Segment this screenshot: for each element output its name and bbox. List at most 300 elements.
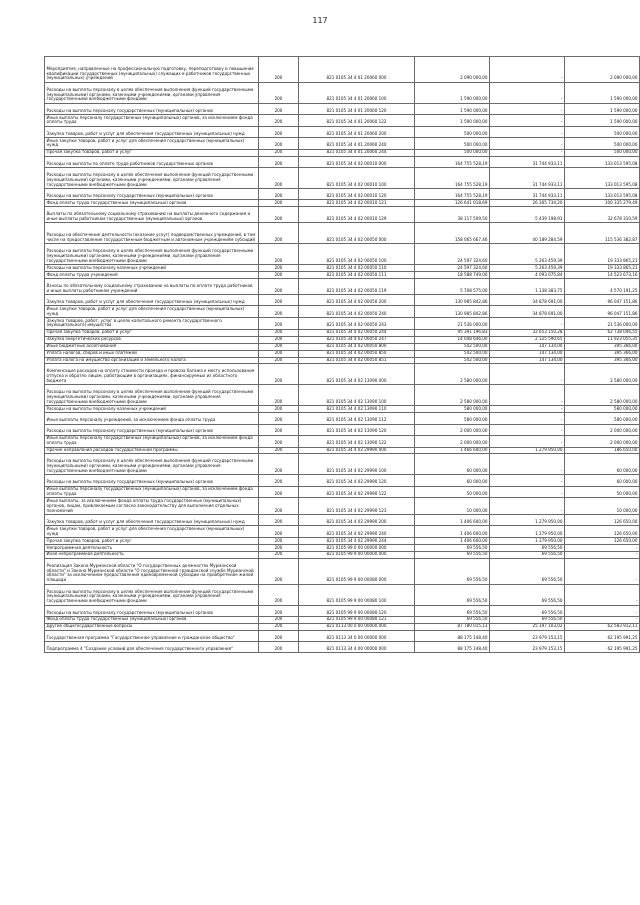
row-unexecuted-cell: 60 000,00 (565, 475, 640, 486)
row-budget-code-cell: 821 0105 34 4 01 20060 100 (299, 82, 415, 103)
table-row (45, 447, 640, 454)
table-row (45, 558, 640, 584)
row-unexecuted-cell: - (565, 558, 640, 584)
row-name-cell: Реализация Закона Мурманской области "О государственных должностях Мурманской области" и Закона Мурманской области "О государственной гражданской службе Мурманской области" за исключением предоставления единовременной субсидии на приобретение жилой площади (45, 558, 259, 584)
row-name-cell: Мероприятия, направленные на профессиональную подготовку, переподготовку и повышение квалификации государственных (муниципальных) служащих и работников государственных (муниципальных) учреждений (45, 57, 259, 83)
row-approved-cell: 130 985 842,86 (415, 306, 490, 318)
row-executed-cell: 34 878 691,00 (490, 306, 565, 318)
table-row (45, 630, 640, 641)
row-approved-cell: 1 406 600,00 (415, 538, 490, 545)
row-executed-cell: 31 744 933,11 (490, 156, 565, 167)
row-budget-code-cell: 821 0105 34 4 02 29990 120 (299, 475, 415, 486)
row-executed-cell: - (490, 498, 565, 515)
row-approved-cell: 158 065 667,46 (415, 223, 490, 244)
row-approved-cell: 580 000,00 (415, 413, 490, 424)
row-name-cell: Закупка товаров, работ и услуг для обеспечения государственных (муниципальных) нужд (45, 295, 259, 306)
row-approved-cell: 38 117 509,50 (415, 207, 490, 223)
row-name-cell: Выплаты по обязательному социальному страхованию на выплаты денежного содержания и иные выплаты работникам государственных (муниципальных) органов (45, 207, 259, 223)
row-unexecuted-cell: 62 583 912,11 (565, 623, 640, 630)
table-row (45, 486, 640, 498)
row-code-cell: 200 (259, 551, 299, 558)
row-budget-code-cell: 821 0105 34 4 02 29990 244 (299, 538, 415, 545)
row-name-cell: Расходы на выплаты персоналу в целях обеспечения выполнения функций государственными (муниципальными) органами, казенными учреждениями, органами управления государственными внебюджетными фондами (45, 584, 259, 605)
row-unexecuted-cell: 1 590 000,00 (565, 82, 640, 103)
row-name-cell: Прочая закупка товаров, работ и услуг (45, 538, 259, 545)
row-budget-code-cell: 821 0105 34 4 02 00050 850 (299, 350, 415, 357)
table-row (45, 357, 640, 364)
row-executed-cell: - (490, 475, 565, 486)
table-row (45, 272, 640, 279)
row-name-cell: Иные выплаты персоналу государственных (муниципальных) органов, за исключением фонда оплаты труда (45, 435, 259, 447)
row-budget-code-cell: 821 0105 99 9 00 00080 121 (299, 616, 415, 623)
row-name-cell: Расходы на выплаты персоналу казенных учреждений (45, 265, 259, 272)
row-budget-code-cell: 821 0105 34 4 01 20060 000 (299, 57, 415, 83)
row-approved-cell: 2 000 000,00 (415, 435, 490, 447)
table-row (45, 188, 640, 199)
row-name-cell: Подпрограмма 4 "Создание условий для обеспечения государственного управления" (45, 641, 259, 652)
row-budget-code-cell: 821 0105 99 0 00 00000 000 (299, 545, 415, 552)
row-executed-cell: - (490, 385, 565, 406)
row-unexecuted-cell: 2 090 000,00 (565, 57, 640, 83)
row-name-cell: Иные выплаты персоналу учреждений, за исключением фонда оплаты труда (45, 413, 259, 424)
row-approved-cell: 2 090 000,00 (415, 57, 490, 83)
row-unexecuted-cell: 186 650,00 (565, 447, 640, 454)
row-budget-code-cell: 821 0105 34 4 02 13090 120 (299, 424, 415, 435)
row-code-cell: 200 (259, 306, 299, 318)
row-executed-cell: - (490, 413, 565, 424)
row-budget-code-cell: 821 0105 34 4 02 13090 000 (299, 364, 415, 385)
row-unexecuted-cell: 62 195 991,25 (565, 641, 640, 652)
row-approved-cell: 164 755 528,19 (415, 167, 490, 188)
row-budget-code-cell: 821 0113 34 4 00 00000 000 (299, 641, 415, 652)
row-name-cell: Иные закупки товаров, работ и услуг для обеспечения государственных (муниципальных) нужд (45, 138, 259, 150)
row-code-cell: 200 (259, 350, 299, 357)
row-approved-cell: 69 556,50 (415, 605, 490, 616)
row-unexecuted-cell: 62 738 046,55 (565, 329, 640, 336)
row-unexecuted-cell: - (565, 605, 640, 616)
row-unexecuted-cell: 100 335 279,49 (565, 200, 640, 207)
row-executed-cell: 32 653 150,28 (490, 329, 565, 336)
row-executed-cell: 69 556,50 (490, 616, 565, 623)
row-executed-cell: - (490, 364, 565, 385)
row-name-cell: Расходы на выплаты по оплате труда работников государственных органов (45, 156, 259, 167)
row-budget-code-cell: 821 0105 34 4 02 29990 100 (299, 454, 415, 475)
row-approved-cell: 24 597 324,60 (415, 265, 490, 272)
row-executed-cell: - (490, 126, 565, 137)
row-unexecuted-cell: - (565, 551, 640, 558)
row-unexecuted-cell: 395 366,00 (565, 357, 640, 364)
row-approved-cell: 69 556,50 (415, 558, 490, 584)
row-executed-cell: 25 197 103,02 (490, 623, 565, 630)
row-approved-cell: 95 391 196,83 (415, 329, 490, 336)
page-number: 117 (312, 16, 328, 25)
row-unexecuted-cell: 32 678 310,59 (565, 207, 640, 223)
row-executed-cell: 147 134,00 (490, 350, 565, 357)
row-executed-cell: - (490, 57, 565, 83)
table-row (45, 336, 640, 343)
row-approved-cell: 542 500,00 (415, 357, 490, 364)
row-executed-cell: - (490, 435, 565, 447)
table-row (45, 126, 640, 137)
row-code-cell: 200 (259, 318, 299, 330)
row-code-cell: 200 (259, 295, 299, 306)
table-body (45, 57, 640, 653)
row-budget-code-cell: 821 0105 34 4 02 13090 112 (299, 413, 415, 424)
row-unexecuted-cell: 50 000,00 (565, 486, 640, 498)
row-name-cell: Иные выплаты персоналу государственных (муниципальных) органов, за исключением фонда оплаты труда (45, 486, 259, 498)
row-unexecuted-cell: 2 000 000,00 (565, 435, 640, 447)
row-budget-code-cell: 821 0105 34 4 02 13090 100 (299, 385, 415, 406)
table-row (45, 498, 640, 515)
row-unexecuted-cell: 500 000,00 (565, 149, 640, 156)
row-unexecuted-cell: 500 000,00 (565, 126, 640, 137)
row-approved-cell: 60 000,00 (415, 454, 490, 475)
row-code-cell: 200 (259, 475, 299, 486)
row-code-cell: 200 (259, 188, 299, 199)
row-unexecuted-cell: 96 047 151,86 (565, 295, 640, 306)
row-approved-cell: 164 755 528,19 (415, 188, 490, 199)
row-unexecuted-cell: 395 366,00 (565, 343, 640, 350)
row-approved-cell: 2 000 000,00 (415, 424, 490, 435)
table-row (45, 149, 640, 156)
row-approved-cell: 60 000,00 (415, 475, 490, 486)
row-code-cell: 200 (259, 223, 299, 244)
row-executed-cell: 4 093 075,84 (490, 272, 565, 279)
table-row (45, 350, 640, 357)
row-approved-cell: 126 641 018,69 (415, 200, 490, 207)
row-budget-code-cell: 821 0105 34 4 01 20060 240 (299, 138, 415, 150)
row-unexecuted-cell: - (565, 584, 640, 605)
table-row (45, 545, 640, 552)
table-row (45, 551, 640, 558)
row-unexecuted-cell: - (565, 545, 640, 552)
row-name-cell: Расходы на выплаты персоналу в целях обеспечения выполнения функций государственными (муниципальными) органами, казенными учреждениями, органами управления государственными внебюджетными фондами (45, 454, 259, 475)
row-budget-code-cell: 821 0105 34 4 02 13090 110 (299, 406, 415, 413)
row-executed-cell: 69 556,50 (490, 545, 565, 552)
row-name-cell: Прочая закупка товаров, работ и услуг (45, 329, 259, 336)
row-budget-code-cell: 821 0105 34 4 02 00010 000 (299, 156, 415, 167)
row-budget-code-cell: 821 0105 34 4 02 00050 243 (299, 318, 415, 330)
row-executed-cell: 31 744 933,11 (490, 167, 565, 188)
table-row (45, 318, 640, 330)
row-unexecuted-cell: 1 590 000,00 (565, 115, 640, 127)
row-executed-cell: - (490, 103, 565, 114)
row-code-cell: 200 (259, 278, 299, 294)
row-code-cell: 200 (259, 545, 299, 552)
table-row (45, 138, 640, 150)
row-executed-cell: - (490, 406, 565, 413)
row-executed-cell: 5 439 198,91 (490, 207, 565, 223)
row-name-cell: Иные выплаты, за исключением фонда оплаты труда государственных (муниципальных) органов, лицам, привлекаемым согласно законодательству для выполнения отдельных полномочий (45, 498, 259, 515)
row-code-cell: 200 (259, 385, 299, 406)
row-code-cell: 200 (259, 167, 299, 188)
row-executed-cell: - (490, 454, 565, 475)
row-name-cell: Непрограммная деятельность (45, 545, 259, 552)
row-code-cell: 200 (259, 623, 299, 630)
row-approved-cell: 1 466 600,00 (415, 447, 490, 454)
row-budget-code-cell: 821 0105 34 4 02 00010 120 (299, 188, 415, 199)
row-approved-cell: 580 000,00 (415, 406, 490, 413)
table-row (45, 623, 640, 630)
row-executed-cell: 26 305 734,20 (490, 200, 565, 207)
row-code-cell: 200 (259, 149, 299, 156)
row-budget-code-cell: 821 0105 34 4 02 00050 111 (299, 272, 415, 279)
row-approved-cell: 1 590 000,00 (415, 115, 490, 127)
table-row (45, 343, 640, 350)
row-budget-code-cell: 821 0105 99 9 00 00080 000 (299, 558, 415, 584)
row-approved-cell: 500 000,00 (415, 138, 490, 150)
row-executed-cell: 69 556,50 (490, 558, 565, 584)
row-budget-code-cell: 821 0105 34 4 02 00050 000 (299, 223, 415, 244)
row-executed-cell: 1 279 950,00 (490, 515, 565, 526)
table-row (45, 385, 640, 406)
row-executed-cell: 1 279 950,00 (490, 538, 565, 545)
row-approved-cell: 50 000,00 (415, 486, 490, 498)
row-executed-cell: 69 556,50 (490, 584, 565, 605)
row-name-cell: Расходы на выплаты персоналу государственных (муниципальных) органов (45, 424, 259, 435)
row-executed-cell: 40 189 284,59 (490, 223, 565, 244)
row-code-cell: 200 (259, 641, 299, 652)
table-row (45, 538, 640, 545)
row-unexecuted-cell: 2 580 000,00 (565, 385, 640, 406)
row-executed-cell: - (490, 149, 565, 156)
table-row (45, 244, 640, 265)
table-row (45, 413, 640, 424)
row-unexecuted-cell: 1 590 000,00 (565, 103, 640, 114)
row-executed-cell: - (490, 115, 565, 127)
row-approved-cell: 542 500,00 (415, 350, 490, 357)
row-approved-cell: 87 780 015,13 (415, 623, 490, 630)
row-code-cell: 200 (259, 329, 299, 336)
row-code-cell: 200 (259, 82, 299, 103)
row-unexecuted-cell: 19 333 865,21 (565, 244, 640, 265)
table-row (45, 435, 640, 447)
row-code-cell: 200 (259, 156, 299, 167)
row-code-cell: 200 (259, 364, 299, 385)
table-row (45, 641, 640, 652)
row-approved-cell: 1 590 000,00 (415, 82, 490, 103)
row-approved-cell: 10 000,00 (415, 498, 490, 515)
table-row (45, 57, 640, 83)
row-budget-code-cell: 821 0105 34 4 02 29990 122 (299, 486, 415, 498)
row-unexecuted-cell: 500 000,00 (565, 138, 640, 150)
row-unexecuted-cell: 580 000,00 (565, 406, 640, 413)
row-name-cell: Расходы на выплаты персоналу в целях обеспечения выполнения функций государственными (муниципальными) органами, казенными учреждениями, органами управления государственными внебюджетными фондами (45, 385, 259, 406)
row-executed-cell: 147 134,00 (490, 343, 565, 350)
table-row (45, 515, 640, 526)
table-row (45, 584, 640, 605)
row-name-cell: Расходы на выплаты персоналу государственных (муниципальных) органов (45, 605, 259, 616)
row-approved-cell: 69 556,50 (415, 551, 490, 558)
row-executed-cell: 31 744 933,11 (490, 188, 565, 199)
row-approved-cell: 2 580 000,00 (415, 364, 490, 385)
row-executed-cell: - (490, 318, 565, 330)
row-name-cell: Иные закупки товаров, работ и услуг для обеспечения государственных (муниципальных) нужд (45, 526, 259, 538)
row-executed-cell: - (490, 82, 565, 103)
row-approved-cell: 21 536 000,00 (415, 318, 490, 330)
table-row (45, 82, 640, 103)
row-name-cell: Иные бюджетные ассигнования (45, 343, 259, 350)
table-row (45, 526, 640, 538)
table-row (45, 156, 640, 167)
row-code-cell: 200 (259, 336, 299, 343)
row-approved-cell: 5 708 575,00 (415, 278, 490, 294)
row-name-cell: Расходы на выплаты персоналу в целях обеспечения выполнения функций государственными (муниципальными) органами, казенными учреждениями, органами управления государственными внебюджетными фондами (45, 82, 259, 103)
row-executed-cell: 1 279 950,00 (490, 447, 565, 454)
row-code-cell: 200 (259, 265, 299, 272)
row-code-cell: 200 (259, 207, 299, 223)
row-name-cell: Иные выплаты персоналу государственных (муниципальных) органов, за исключением фонда оплаты труда (45, 115, 259, 127)
row-approved-cell: 1 406 600,00 (415, 515, 490, 526)
row-name-cell: Расходы на выплаты персоналу государственных (муниципальных) органов (45, 188, 259, 199)
row-unexecuted-cell: 133 013 595,08 (565, 167, 640, 188)
row-code-cell: 200 (259, 538, 299, 545)
row-approved-cell: 1 406 600,00 (415, 526, 490, 538)
row-name-cell: Закупка энергетических ресурсов (45, 336, 259, 343)
row-code-cell: 200 (259, 526, 299, 538)
row-budget-code-cell: 821 0105 34 4 02 00050 240 (299, 306, 415, 318)
row-code-cell: 200 (259, 435, 299, 447)
budget-execution-table (44, 56, 640, 653)
row-budget-code-cell: 821 0105 34 4 02 00010 100 (299, 167, 415, 188)
row-name-cell: Закупка товаров, работ и услуг для обеспечения государственных (муниципальных) нужд (45, 515, 259, 526)
row-budget-code-cell: 821 0105 34 4 02 00010 121 (299, 200, 415, 207)
row-budget-code-cell: 821 0105 34 4 01 20060 122 (299, 115, 415, 127)
row-name-cell: Расходы на выплаты персоналу государственных (муниципальных) органов (45, 103, 259, 114)
table-row (45, 223, 640, 244)
row-executed-cell: 34 878 691,00 (490, 295, 565, 306)
row-budget-code-cell: 821 0105 34 4 02 00050 851 (299, 357, 415, 364)
row-approved-cell: 69 556,50 (415, 545, 490, 552)
row-name-cell: Закупка товаров, работ и услуг для обеспечения государственных (муниципальных) нужд (45, 126, 259, 137)
row-executed-cell: - (490, 424, 565, 435)
row-code-cell: 200 (259, 515, 299, 526)
row-executed-cell: 5 263 459,39 (490, 265, 565, 272)
row-code-cell: 200 (259, 57, 299, 83)
table-row (45, 265, 640, 272)
row-code-cell: 200 (259, 357, 299, 364)
row-code-cell: 200 (259, 103, 299, 114)
row-code-cell: 200 (259, 616, 299, 623)
row-name-cell: Иная непрограммная деятельность (45, 551, 259, 558)
row-budget-code-cell: 821 0105 34 4 02 29990 000 (299, 447, 415, 454)
row-code-cell: 200 (259, 115, 299, 127)
row-unexecuted-cell: 126 650,00 (565, 515, 640, 526)
row-name-cell: Прочие направления расходов государственной программы (45, 447, 259, 454)
table-row (45, 115, 640, 127)
row-name-cell: Уплата налога на имущество организаций и земельного налога (45, 357, 259, 364)
row-name-cell: Расходы на обеспечение деятельности (оказание услуг) подведомственных учреждений, в том числе на предоставление государственным бюджетным и автономным учреждениям субсидий (45, 223, 259, 244)
row-budget-code-cell: 821 0105 34 4 02 29990 240 (299, 526, 415, 538)
row-unexecuted-cell: 14 523 673,16 (565, 272, 640, 279)
row-unexecuted-cell: - (565, 616, 640, 623)
row-budget-code-cell: 821 0105 34 4 02 00010 129 (299, 207, 415, 223)
row-budget-code-cell: 821 0105 34 4 02 00050 244 (299, 329, 415, 336)
row-unexecuted-cell: 580 000,00 (565, 413, 640, 424)
row-approved-cell: 1 590 000,00 (415, 103, 490, 114)
row-approved-cell: 69 556,50 (415, 616, 490, 623)
row-approved-cell: 69 556,50 (415, 584, 490, 605)
row-budget-code-cell: 821 0105 34 4 02 00050 800 (299, 343, 415, 350)
row-code-cell: 200 (259, 406, 299, 413)
row-code-cell: 200 (259, 447, 299, 454)
row-executed-cell: 1 138 383,75 (490, 278, 565, 294)
row-unexecuted-cell: 11 923 055,35 (565, 336, 640, 343)
row-approved-cell: 500 000,00 (415, 126, 490, 137)
row-name-cell: Расходы на выплаты персоналу государственных (муниципальных) органов (45, 475, 259, 486)
row-name-cell: Расходы на выплаты персоналу казенных учреждений (45, 406, 259, 413)
row-budget-code-cell: 821 0105 34 4 02 00050 247 (299, 336, 415, 343)
table-row (45, 454, 640, 475)
row-approved-cell: 164 755 528,19 (415, 156, 490, 167)
row-executed-cell: - (490, 486, 565, 498)
row-budget-code-cell: 821 0113 34 0 00 00000 000 (299, 630, 415, 641)
table-row (45, 364, 640, 385)
row-unexecuted-cell: 60 000,00 (565, 454, 640, 475)
table-row (45, 207, 640, 223)
row-name-cell: Иные закупки товаров, работ и услуг для обеспечения государственных (муниципальных) нужд (45, 306, 259, 318)
row-code-cell: 200 (259, 454, 299, 475)
row-code-cell: 200 (259, 343, 299, 350)
table-row (45, 406, 640, 413)
row-name-cell: Взносы по обязательному социальному страхованию на выплаты по оплате труда работников и иные выплаты работникам учреждений (45, 278, 259, 294)
row-name-cell: Расходы на выплаты персоналу в целях обеспечения выполнения функций государственными (муниципальными) органами, казенными учреждениями, органами управления государственными внебюджетными фондами (45, 167, 259, 188)
row-unexecuted-cell: 133 013 595,08 (565, 188, 640, 199)
table-row (45, 329, 640, 336)
row-approved-cell: 24 597 324,60 (415, 244, 490, 265)
row-budget-code-cell: 821 0105 34 4 02 00050 100 (299, 244, 415, 265)
row-approved-cell: 88 175 148,40 (415, 630, 490, 641)
row-unexecuted-cell: 21 536 000,00 (565, 318, 640, 330)
row-budget-code-cell: 821 0105 34 4 02 00050 200 (299, 295, 415, 306)
row-unexecuted-cell: 115 536 382,87 (565, 223, 640, 244)
row-name-cell: Уплата налогов, сборов и иных платежей (45, 350, 259, 357)
row-code-cell: 200 (259, 558, 299, 584)
row-unexecuted-cell: 62 195 991,25 (565, 630, 640, 641)
table-row (45, 278, 640, 294)
row-unexecuted-cell: 2 580 000,00 (565, 364, 640, 385)
row-approved-cell: 2 580 000,00 (415, 385, 490, 406)
row-budget-code-cell: 821 0105 34 4 02 29990 200 (299, 515, 415, 526)
row-approved-cell: 14 048 646,00 (415, 336, 490, 343)
row-code-cell: 200 (259, 138, 299, 150)
row-executed-cell: 147 134,00 (490, 357, 565, 364)
row-code-cell: 200 (259, 244, 299, 265)
row-code-cell: 200 (259, 272, 299, 279)
row-name-cell: Другие общегосударственные вопросы (45, 623, 259, 630)
row-code-cell: 200 (259, 413, 299, 424)
row-approved-cell: 130 985 842,86 (415, 295, 490, 306)
row-approved-cell: 542 500,00 (415, 343, 490, 350)
row-budget-code-cell: 821 0105 99 9 00 00080 100 (299, 584, 415, 605)
table-row (45, 295, 640, 306)
table-row (45, 475, 640, 486)
row-executed-cell: 23 979 153,15 (490, 630, 565, 641)
table-row (45, 605, 640, 616)
row-budget-code-cell: 821 0113 00 0 00 00000 000 (299, 623, 415, 630)
row-unexecuted-cell: 126 650,00 (565, 538, 640, 545)
row-unexecuted-cell: 96 047 151,86 (565, 306, 640, 318)
row-unexecuted-cell: 126 650,00 (565, 526, 640, 538)
row-code-cell: 200 (259, 200, 299, 207)
row-code-cell: 200 (259, 584, 299, 605)
row-unexecuted-cell: 19 333 865,21 (565, 265, 640, 272)
row-code-cell: 200 (259, 126, 299, 137)
row-name-cell: Закупка товаров, работ, услуг в целях капитального ремонта государственного (муниципального) имущества (45, 318, 259, 330)
row-executed-cell: 1 279 950,00 (490, 526, 565, 538)
row-budget-code-cell: 821 0105 34 4 02 13090 122 (299, 435, 415, 447)
table-row (45, 616, 640, 623)
